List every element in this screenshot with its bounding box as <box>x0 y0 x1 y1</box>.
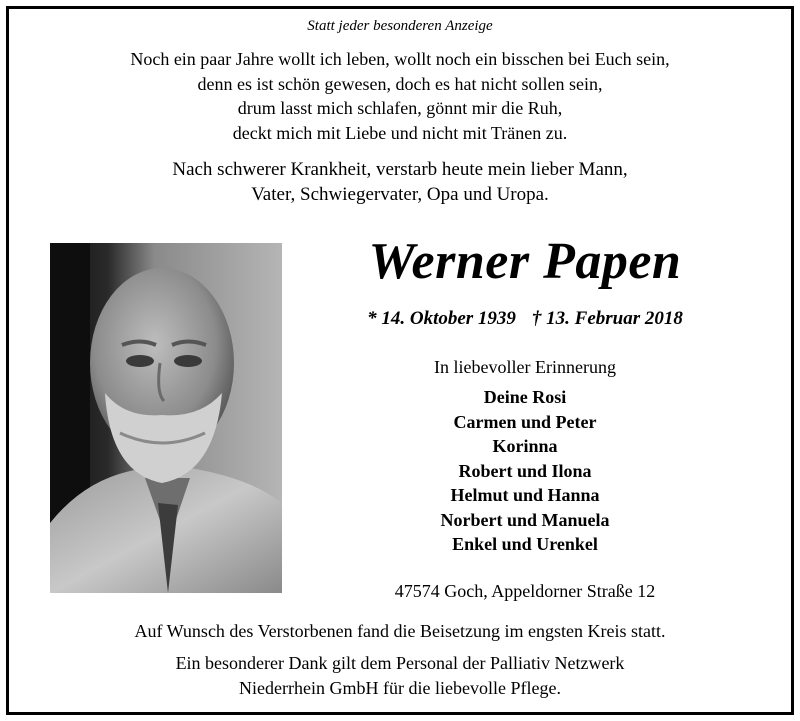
intro-line: Nach schwerer Krankheit, verstarb heute mein lieber Mann, <box>172 159 628 180</box>
mourner: Norbert und Manuela <box>440 509 610 530</box>
poem-line: Noch ein paar Jahre wollt ich leben, wollt noch ein bisschen bei Euch sein, <box>130 49 670 69</box>
notice-subtitle: Statt jeder besonderen Anzeige <box>307 18 493 34</box>
mourner: Korinna <box>492 436 558 456</box>
mourner: Robert und Ilona <box>458 460 592 481</box>
mourner: Enkel und Urenkel <box>452 534 598 554</box>
mourners-list <box>320 385 730 557</box>
burial-note: Auf Wunsch des Verstorbenen fand die Beisetzung im engsten Kreis statt. <box>134 621 666 641</box>
intro-text <box>0 157 800 207</box>
poem-line: denn es ist schön gewesen, doch es hat nicht sollen sein, <box>197 73 603 94</box>
memory-line: In liebevoller Erinnerung <box>434 357 616 377</box>
life-dates <box>320 308 730 330</box>
poem-line: drum lasst mich schlafen, gönnt mir die Ruh, <box>237 98 563 118</box>
mourner: Deine Rosi <box>483 387 567 407</box>
address: 47574 Goch, Appeldorner Straße 12 <box>394 581 656 601</box>
poem-line: deckt mich mit Liebe und nicht mit Tränen zu. <box>232 122 568 143</box>
death-date: † 13. Februar 2018 <box>531 308 683 329</box>
birth-date: * 14. Oktober 1939 <box>367 308 516 329</box>
deceased-name: Werner Papen <box>368 233 682 290</box>
poem <box>0 47 800 145</box>
portrait-photo <box>50 243 282 593</box>
intro-line: Vater, Schwiegervater, Opa und Uropa. <box>251 184 549 205</box>
thanks-line: Ein besonderer Dank gilt dem Personal der Palliativ Netzwerk <box>175 653 625 673</box>
mourner: Carmen und Peter <box>453 411 597 432</box>
mourner: Helmut und Hanna <box>450 485 600 505</box>
thanks-note <box>0 651 800 701</box>
thanks-line: Niederrhein GmbH für die liebevolle Pflege. <box>239 678 561 698</box>
